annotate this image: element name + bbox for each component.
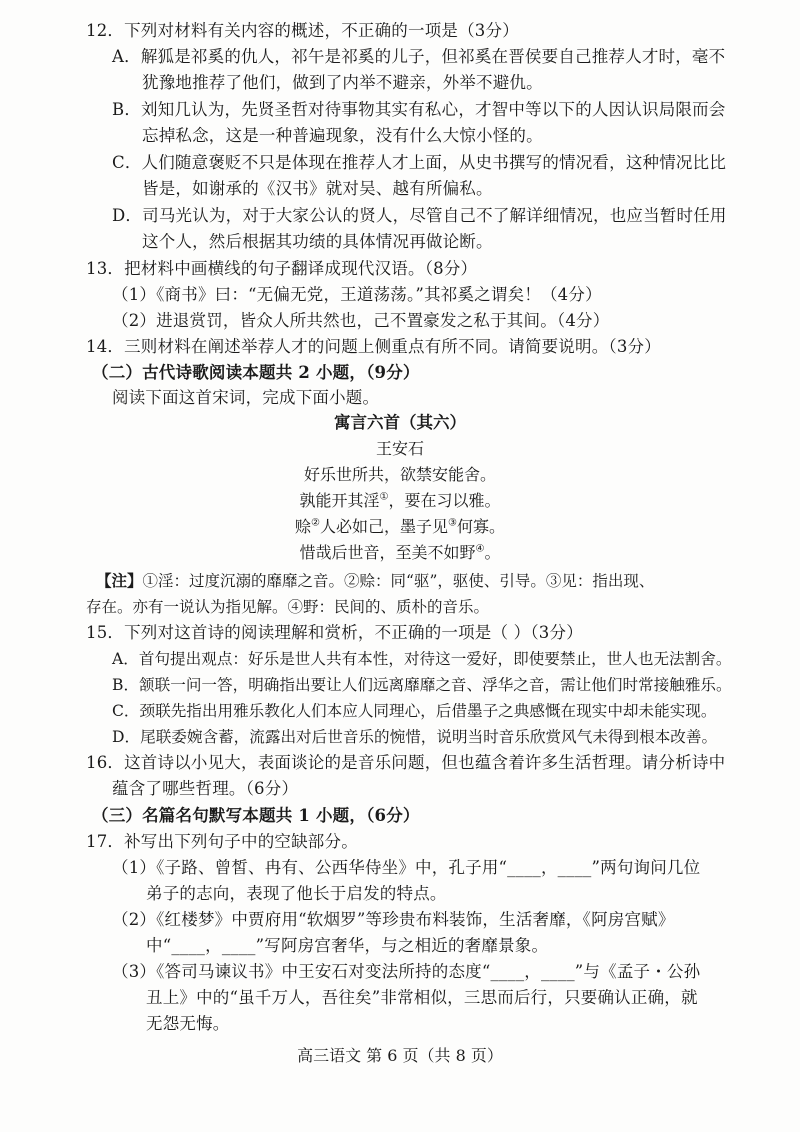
poem-line-4-a: 惜哉后世音，至美不如野 [299,543,476,562]
page-footer: 高三语文 第 6 页（共 8 页） [297,1046,503,1065]
poem-line-2-b: ，要在习以雅。 [388,491,501,510]
q13-stem: 13．把材料中画横线的句子翻译成现代汉语。（8分） [86,259,478,278]
section-2-intro: 阅读下面这首宋词，完成下面小题。 [112,388,380,407]
poem-line-4-b: 。 [484,543,501,562]
poem-note-line-1 [96,570,654,592]
q12-option-c-cont: 皆是，如谢承的《汉书》就对吴、越有所偏私。 [142,179,493,198]
poem-note-line-2: 存在。亦有一说认为指见解。④野：民间的、质朴的音乐。 [86,598,490,616]
q17-sub-2-cont: 中“____，____”写阿房宫奢华，与之相近的奢靡景象。 [146,936,549,955]
footnote-mark-2: ② [311,517,320,529]
q12-option-b: B．刘知几认为，先贤圣哲对待事物其实有私心，才智中等以下的人因认识局限而会 [112,100,726,119]
note-label: 【注】 [96,571,143,590]
section-2-heading: （二）古代诗歌阅读本题共 2 小题，（9分） [92,363,420,382]
footnote-mark-3: ③ [448,517,457,529]
q12-option-a-cont: 犹豫地推荐了他们，做到了内举不避亲，外举不避仇。 [142,73,543,92]
q17-sub-3-cont: 丑上》中的“虽千万人，吾往矣”非常相似，三思而后行，只要确认正确，就 [146,988,698,1007]
poem-line-1: 好乐世所共，欲禁安能舍。 [303,465,496,484]
q12-option-a: A．解狐是祁奚的仇人，祁午是祁奚的儿子，但祁奚在晋侯要自己推荐人才时，毫不 [112,47,726,66]
footnote-mark-1: ① [379,491,389,503]
footnote-mark-4: ④ [475,543,485,555]
q17-sub-3: （3）《答司马谏议书》中王安石对变法所持的态度“____，____”与《孟子・公孙 [112,962,701,981]
q13-sub-2: （2）进退赏罚，皆众人所共然也，己不置豪发之私于其间。（4分） [112,311,610,330]
q12-option-c: C．人们随意褒贬不只是体现在推荐人才上面，从史书撰写的情况看，这种情况比比 [112,153,727,172]
q12-option-d: D．司马光认为，对于大家公认的贤人，尽管自己不了解详细情况，也应当暂时任用 [112,206,727,225]
section-3-heading: （三）名篇名句默写本题共 1 小题，（6分） [92,806,420,825]
q12-option-b-cont: 忘掉私念，这是一种普遍现象，没有什么大惊小怪的。 [142,126,543,145]
q17-sub-1-cont: 弟子的志向，表现了他长于启发的特点。 [146,884,447,903]
q17-sub-3-cont-2: 无怨无悔。 [146,1014,230,1033]
poem-line-4 [0,542,800,564]
q13-sub-1: （1）《商书》曰：“无偏无党，王道荡荡。”其祁奚之谓矣！（4分） [112,285,602,304]
q15-option-d: D．尾联委婉含蓄，流露出对后世音乐的惋惜，说明当时音乐欣赏风气未得到根本改善。 [112,728,718,746]
q14-stem: 14．三则材料在阐述举荐人才的问题上侧重点有所不同。请简要说明。（3分） [86,337,661,356]
q12-option-d-cont: 这个人，然后根据其功绩的具体情况再做论断。 [142,232,493,251]
poem-title: 寓言六首（其六） [334,413,466,432]
q16-stem-cont: 蕴含了哪些哲理。（6分） [112,779,299,798]
q17-sub-2: （2）《红楼梦》中贾府用“软烟罗”等珍贵布料装饰，生活奢靡，《阿房宫赋》 [112,910,675,929]
poem-line-2 [0,490,800,512]
q15-stem: 15．下列对这首诗的阅读理解和赏析，不正确的一项是（ ）（3分） [86,623,583,642]
q15-option-c: C．颈联先指出用雅乐教化人们本应人同理心，后借墨子之典感慨在现实中却未能实现。 [112,702,717,720]
poem-author: 王安石 [375,439,424,458]
q17-stem: 17．补写出下列句子中的空缺部分。 [86,832,358,851]
poem-line-3-a: 赊 [295,517,312,536]
q16-stem: 16．这首诗以小见大，表面谈论的是音乐问题，但也蕴含着许多生活哲理。请分析诗中 [86,753,726,772]
q15-option-a: A．首句提出观点：好乐是世人共有本性，对待这一爱好，即使要禁止，世人也无法割舍。 [112,650,732,668]
q12-stem: 12．下列对材料有关内容的概述，不正确的一项是（3分） [86,21,519,40]
poem-line-3 [0,516,800,538]
q15-option-b: B．颔联一问一答，明确指出要让人们远离靡靡之音、浮华之音，需让他们时常接触雅乐。 [112,676,732,694]
poem-line-2-a: 孰能开其淫 [299,491,380,510]
poem-line-3-b: 人必如己，墨子见 [319,517,448,536]
q17-sub-1: （1）《子路、曾皙、冉有、公西华侍坐》中，孔子用“____，____”两句询问几位 [112,858,701,877]
poem-line-3-c: 何寡。 [456,517,505,536]
note-text-1: ①淫：过度沉溺的靡靡之音。②赊：同“驱”，驱使、引导。③见：指出现、 [142,572,655,590]
